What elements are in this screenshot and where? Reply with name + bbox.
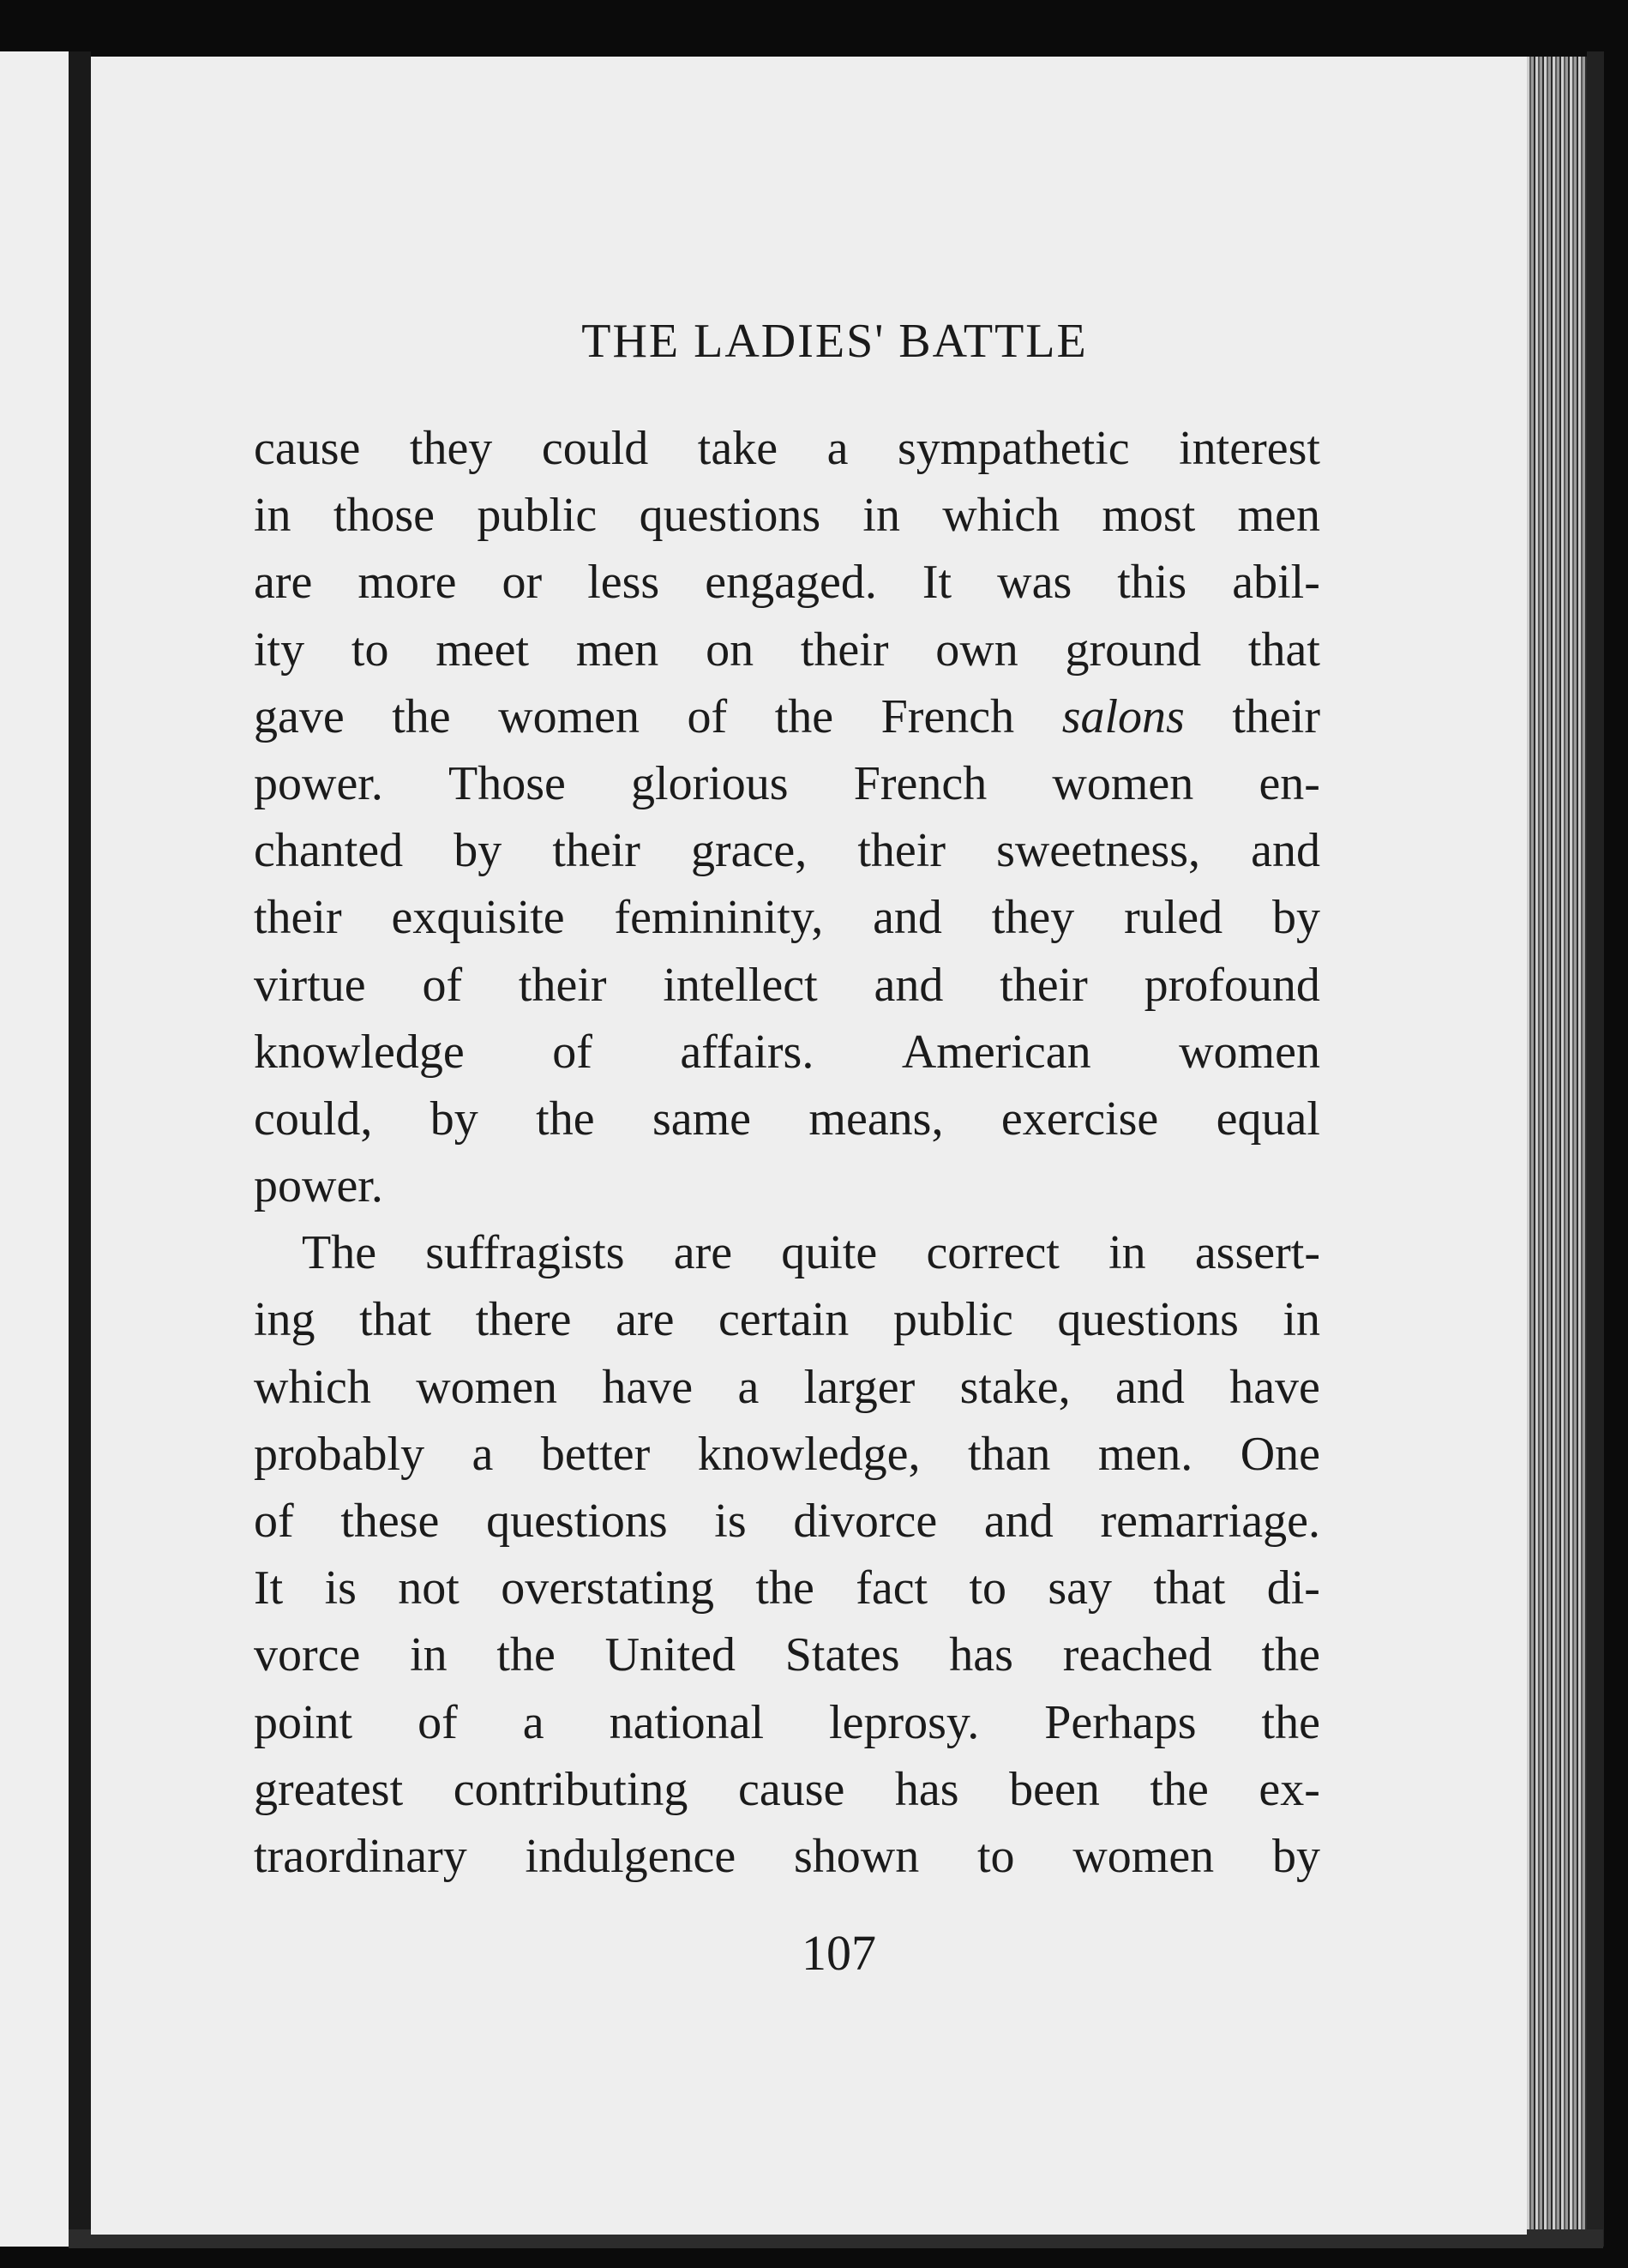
word: more (357, 556, 457, 610)
text-line (254, 683, 1320, 750)
word: meet (436, 623, 530, 677)
word: are (254, 556, 313, 610)
text-line (254, 482, 1320, 549)
word: power. (254, 756, 383, 810)
word: on (706, 623, 754, 677)
word: United (604, 1628, 736, 1682)
word: has (894, 1762, 959, 1816)
word: their (552, 824, 640, 878)
word: women (1179, 1025, 1320, 1079)
word: own (935, 623, 1018, 677)
word: this (1117, 556, 1187, 610)
word: of (254, 1495, 294, 1548)
word: which (942, 489, 1060, 543)
word: in (1283, 1293, 1320, 1347)
word: suffragists (425, 1226, 625, 1280)
word: equal (1216, 1092, 1320, 1146)
word: of (687, 689, 728, 743)
word: they (409, 422, 493, 475)
text-line (254, 1354, 1320, 1421)
word: remarriage. (1100, 1495, 1320, 1548)
word: ruled (1124, 891, 1223, 945)
text-line (254, 549, 1320, 616)
word: point (254, 1695, 353, 1749)
word: correct (926, 1226, 1060, 1280)
word: sweetness, (996, 824, 1201, 878)
word: ing (254, 1293, 315, 1347)
text-line (254, 1421, 1320, 1488)
word: the (392, 689, 451, 743)
word: public (892, 1293, 1013, 1347)
word: stake, (959, 1360, 1071, 1414)
word: by (430, 1092, 478, 1146)
word: gave (254, 689, 345, 743)
word: they (991, 891, 1075, 945)
word: the (536, 1092, 595, 1146)
word: of (418, 1695, 458, 1749)
word: these (340, 1495, 440, 1548)
word: exquisite (391, 891, 565, 945)
word: their (857, 824, 946, 878)
word: salons (1061, 689, 1185, 743)
word: ground (1065, 623, 1202, 677)
word: a (522, 1695, 544, 1749)
word: most (1102, 489, 1196, 543)
word: and (873, 891, 942, 945)
word: power. (254, 1159, 383, 1213)
word: less (587, 556, 660, 610)
word: interest (1179, 422, 1320, 475)
word: take (697, 422, 778, 475)
word: to (969, 1561, 1007, 1615)
word: questions (486, 1495, 668, 1548)
word: sympathetic (898, 422, 1130, 475)
word: a (472, 1427, 494, 1481)
word: by (1271, 1829, 1320, 1883)
word: contributing (453, 1762, 688, 1816)
word: The (302, 1226, 377, 1280)
word: certain (718, 1293, 850, 1347)
word: questions (1057, 1293, 1239, 1347)
word: which (254, 1360, 371, 1414)
word: their (1000, 958, 1088, 1012)
word: in (410, 1628, 448, 1682)
word: their (800, 623, 889, 677)
word: that (1153, 1561, 1226, 1615)
word: States (784, 1628, 900, 1682)
page-number: 107 (802, 1925, 876, 1981)
word: to (977, 1829, 1015, 1883)
word: shown (794, 1829, 920, 1883)
text-line (254, 817, 1320, 884)
word: by (454, 824, 502, 878)
word: their (254, 891, 342, 945)
text-line (254, 750, 1320, 817)
word: grace, (691, 824, 808, 878)
text-line (254, 1823, 1320, 1890)
word: the (1261, 1695, 1320, 1749)
word: could, (254, 1092, 373, 1146)
word: and (874, 958, 944, 1012)
word: men (1237, 489, 1320, 543)
word: traordinary (254, 1829, 467, 1883)
word: leprosy. (829, 1695, 980, 1749)
word: assert- (1194, 1226, 1320, 1280)
word: the (1150, 1762, 1209, 1816)
page-stack-edge (1527, 57, 1587, 2239)
word: di- (1266, 1561, 1320, 1615)
word: of (422, 958, 463, 1012)
word: larger (803, 1360, 916, 1414)
word: women (416, 1360, 558, 1414)
text-line (254, 1219, 1320, 1286)
text-line (254, 1555, 1320, 1621)
right-cover (1587, 51, 1604, 2247)
word: reached (1062, 1628, 1212, 1682)
book-page (91, 57, 1527, 2235)
word: indulgence (525, 1829, 736, 1883)
word: ex- (1259, 1762, 1320, 1816)
word: there (475, 1293, 572, 1347)
word: is (714, 1495, 747, 1548)
word: have (1229, 1360, 1320, 1414)
left-binding (69, 51, 91, 2247)
word: One (1240, 1427, 1320, 1481)
word: been (1009, 1762, 1100, 1816)
word: French (853, 756, 988, 810)
word: not (398, 1561, 460, 1615)
word: or (502, 556, 543, 610)
word: glorious (631, 756, 789, 810)
text-line (254, 1621, 1320, 1688)
word: in (254, 489, 291, 543)
word: are (616, 1293, 675, 1347)
word: by (1271, 891, 1320, 945)
word: those (333, 489, 436, 543)
word: intellect (663, 958, 818, 1012)
word: virtue (254, 958, 366, 1012)
word: the (496, 1628, 556, 1682)
word: Those (448, 756, 566, 810)
word: affairs. (680, 1025, 814, 1079)
word: their (1232, 689, 1320, 743)
word: their (518, 958, 607, 1012)
word: that (359, 1293, 432, 1347)
text-line (254, 1689, 1320, 1756)
text-line (254, 884, 1320, 951)
word: national (609, 1695, 765, 1749)
word: was (997, 556, 1072, 610)
word: chanted (254, 824, 404, 878)
word: cause (254, 422, 361, 475)
word: divorce (793, 1495, 938, 1548)
word: It (922, 556, 952, 610)
text-line (254, 1756, 1320, 1823)
text-line (254, 952, 1320, 1019)
text-line (254, 1488, 1320, 1555)
word: in (862, 489, 900, 543)
word: cause (738, 1762, 845, 1816)
word: a (826, 422, 849, 475)
word: quite (781, 1226, 878, 1280)
word: could (541, 422, 649, 475)
word: probably (254, 1427, 425, 1481)
word: questions (639, 489, 821, 543)
word: and (983, 1495, 1054, 1548)
word: en- (1259, 756, 1320, 810)
left-page-edge (0, 51, 69, 2247)
word: has (949, 1628, 1013, 1682)
word: fact (856, 1561, 928, 1615)
word: better (540, 1427, 651, 1481)
word: means, (808, 1092, 944, 1146)
word: women (1052, 756, 1194, 810)
word: of (552, 1025, 592, 1079)
word: abil- (1232, 556, 1320, 610)
word: overstating (501, 1561, 715, 1615)
word: a (737, 1360, 760, 1414)
text-line (254, 415, 1320, 482)
word: vorce (254, 1628, 361, 1682)
word: French (880, 689, 1015, 743)
word: and (1114, 1360, 1185, 1414)
word: in (1108, 1226, 1146, 1280)
word: to (351, 623, 389, 677)
word: femininity, (614, 891, 824, 945)
word: that (1247, 623, 1320, 677)
word: is (324, 1561, 357, 1615)
word: knowledge (254, 1025, 465, 1079)
word: women (1072, 1829, 1215, 1883)
word: public (477, 489, 598, 543)
word: than (967, 1427, 1051, 1481)
word: Perhaps (1044, 1695, 1197, 1749)
text-line (254, 1086, 1320, 1152)
text-line (254, 617, 1320, 683)
word: It (254, 1561, 284, 1615)
text-line (254, 1019, 1320, 1086)
word: the (774, 689, 834, 743)
word: engaged. (705, 556, 877, 610)
word: men. (1097, 1427, 1193, 1481)
word: women (498, 689, 640, 743)
word: men (575, 623, 659, 677)
body-text (254, 415, 1320, 1890)
word: knowledge, (697, 1427, 921, 1481)
running-head: THE LADIES' BATTLE (581, 315, 1088, 368)
text-line (254, 1286, 1320, 1353)
word: ity (254, 623, 305, 677)
word: and (1251, 824, 1320, 878)
word: the (755, 1561, 814, 1615)
text-line (254, 1152, 1320, 1219)
word: same (652, 1092, 752, 1146)
word: are (673, 1226, 733, 1280)
word: the (1261, 1628, 1320, 1682)
word: profound (1144, 958, 1320, 1012)
word: greatest (254, 1762, 404, 1816)
word: have (602, 1360, 694, 1414)
word: American (901, 1025, 1091, 1079)
word: exercise (1000, 1092, 1159, 1146)
word: say (1048, 1561, 1113, 1615)
